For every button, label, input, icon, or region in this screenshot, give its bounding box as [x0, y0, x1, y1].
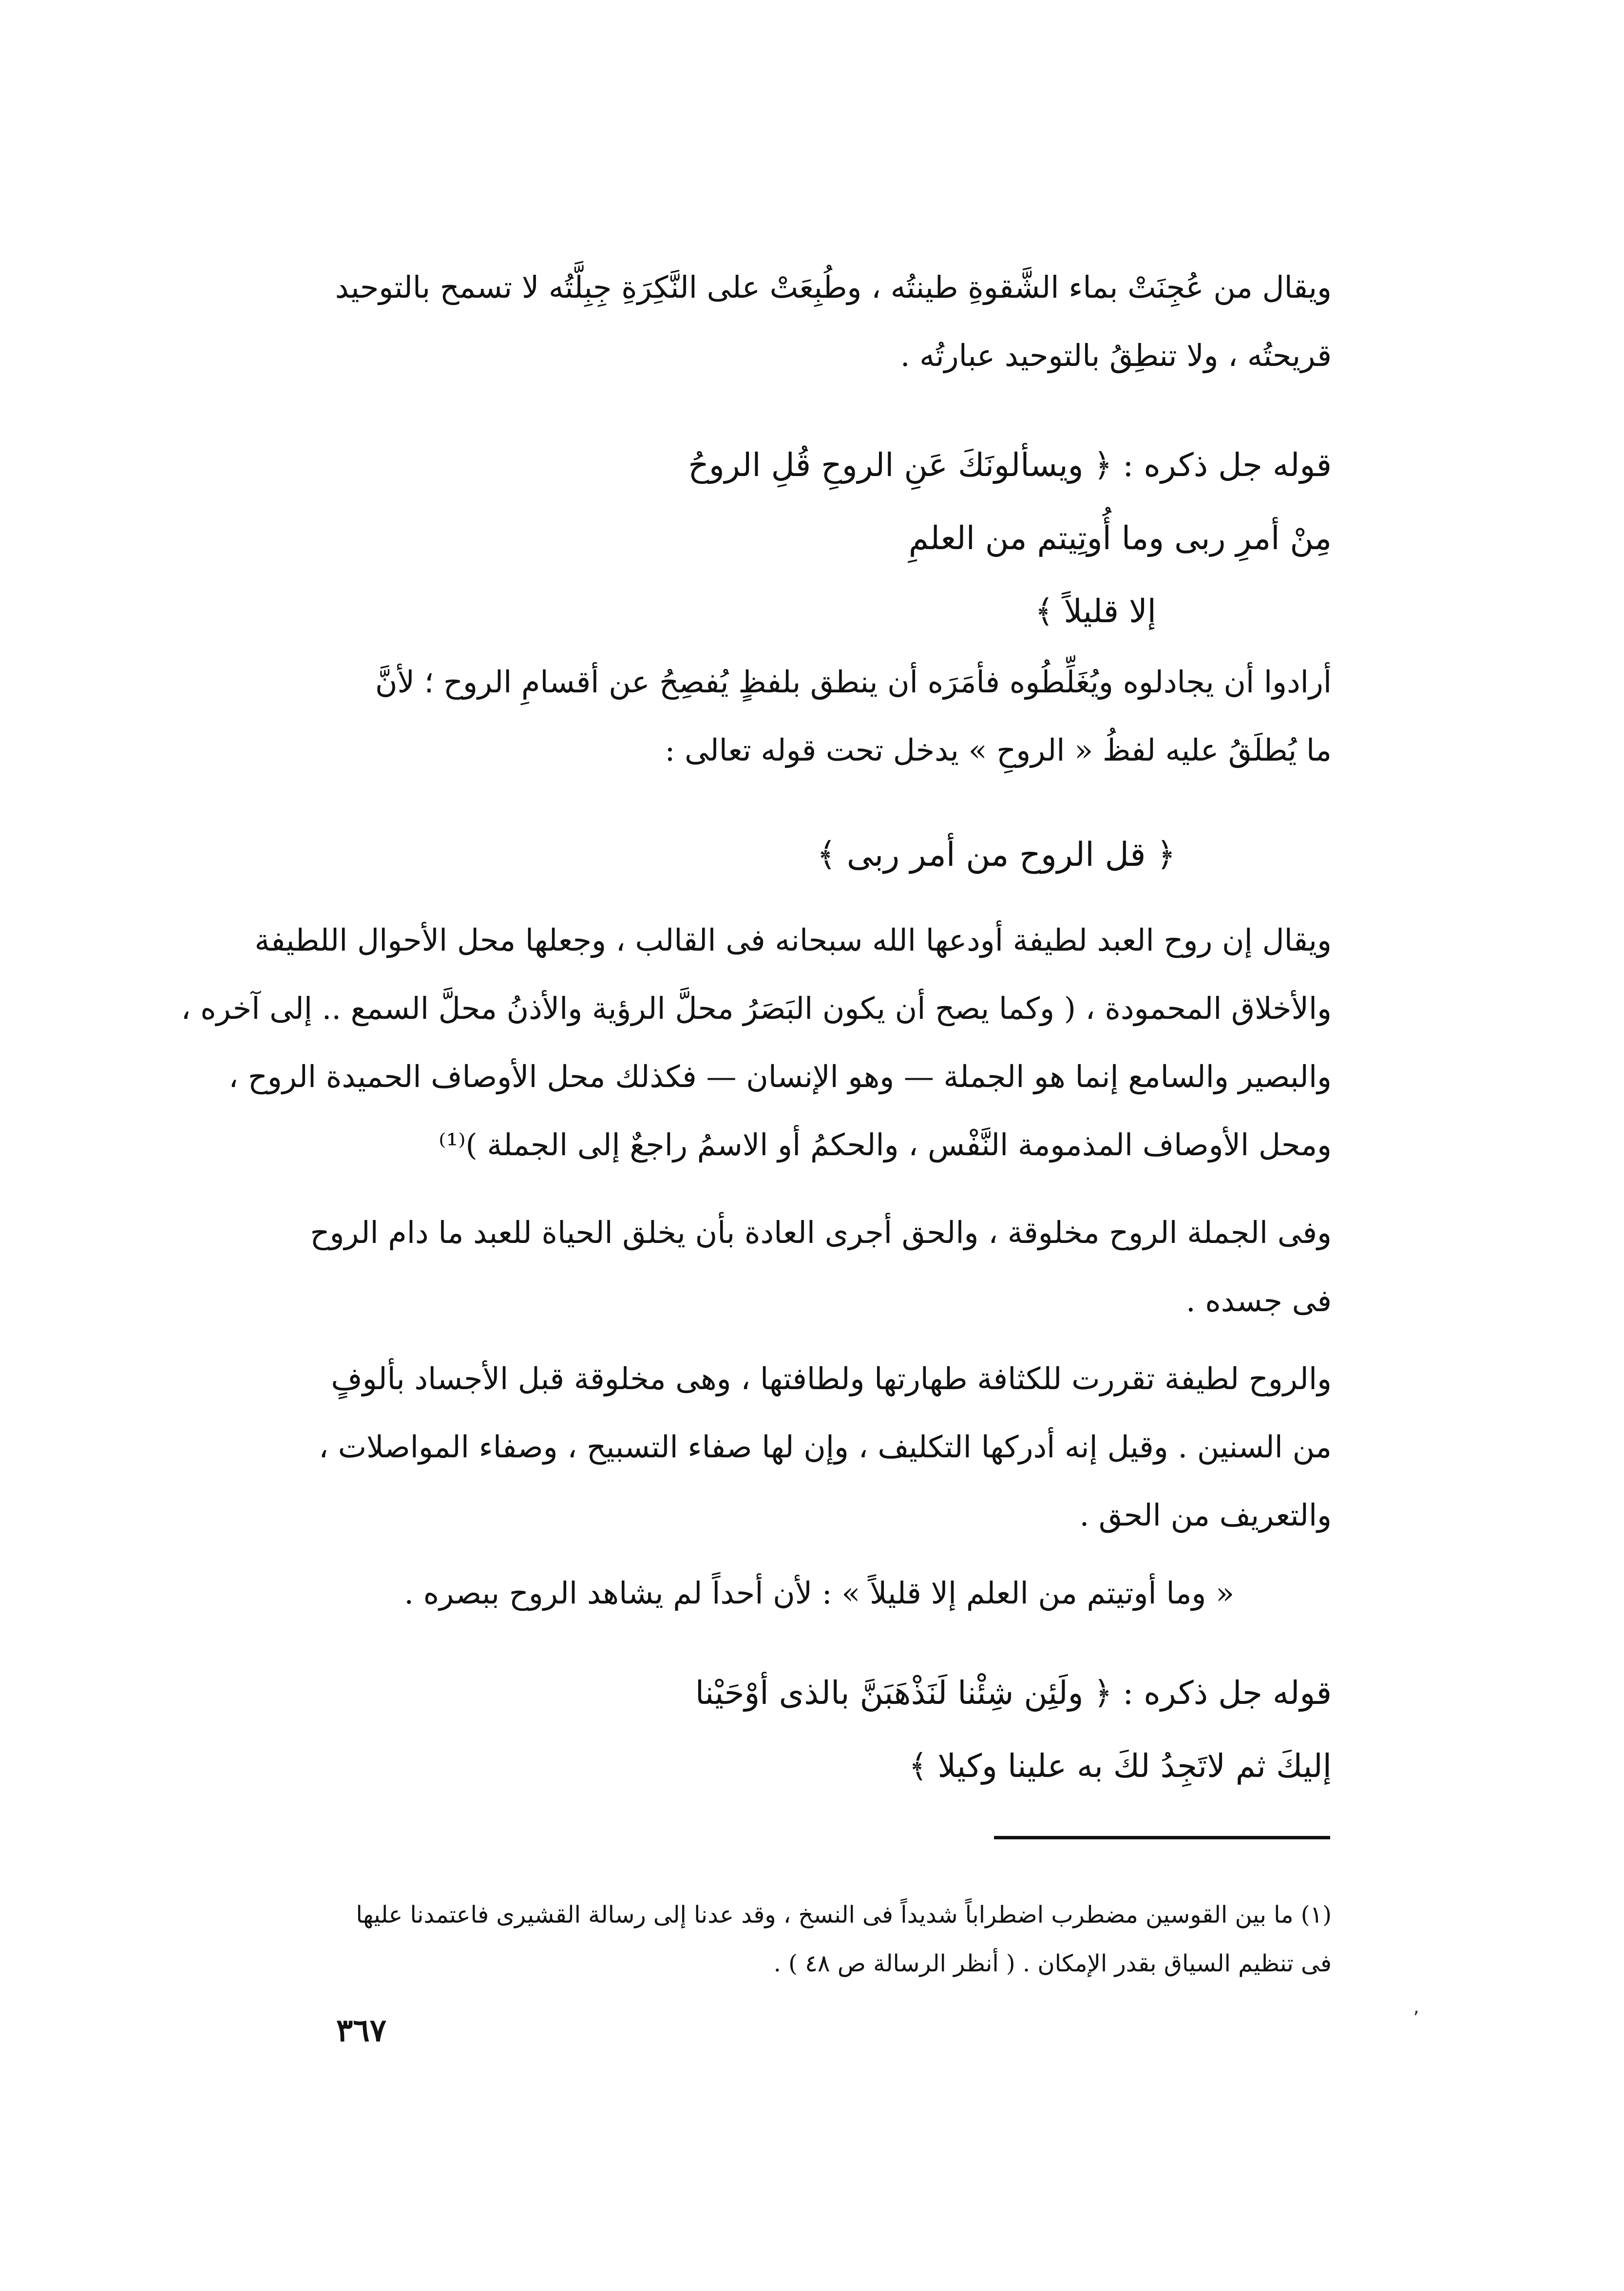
text-line: والبصير والسامع إنما هو الجملة — وهو الإنسان — فكذلك محل الأوصاف الحميدة الروح ، — [229, 1059, 1332, 1094]
verse-heading-revelation — [503, 1657, 1332, 1803]
footnote-line: (١) ما بين القوسين مضطرب اضطراباً شديداً فى النسخ ، وقد عدنا إلى رسالة القشيرى فاعتمدنا عليها — [356, 1901, 1332, 1928]
verse-line: قوله جل ذكره : ﴿ ولَئِن شِئْنا لَنَذْهَبَنَّ بالذى أوْحَيْنا — [695, 1674, 1332, 1712]
verse-line: مِنْ أمرِ ربى وما أُوتِيتم من العلمِ — [908, 519, 1332, 557]
text-line: فى جسده . — [1185, 1283, 1332, 1318]
text-line: أرادوا أن يجادلوه ويُغَلِّطُوه فأمَرَه أن ينطق بلفظٍ يُفصِحُ عن أقسامِ الروح ؛ لأنَّ — [375, 664, 1332, 700]
paragraph-intent — [294, 648, 1332, 784]
text-line: ومحل الأوصاف المذمومة النَّفْس ، والحكمُ أو الاسمُ راجعٌ إلى الجملة )⁽¹⁾ — [439, 1127, 1332, 1163]
paragraph-spirit-created — [294, 1199, 1332, 1335]
paragraph-unbeliever-nature — [294, 253, 1332, 390]
text-line: « وما أوتيتم من العلم إلا قليلاً » : لأن أحداً لم يشاهد الروح ببصره . — [404, 1575, 1234, 1611]
verse-line: إلا قليلاً ﴾ — [1034, 592, 1156, 630]
verse-heading-spirit — [503, 429, 1332, 648]
paragraph-spirit-before-bodies — [294, 1345, 1332, 1549]
footnote — [294, 1890, 1332, 1988]
text-line: والروح لطيفة تقررت للكثافة طهارتها ولطافتها ، وهى مخلوقة قبل الأجساد بألوفٍ — [331, 1361, 1332, 1396]
paragraph-spirit-subtlety — [181, 906, 1332, 1179]
verse-quote-spirit: ﴿ قل الروح من أمر ربى ﴾ — [817, 836, 1176, 874]
page-number: ٣٦٧ — [336, 2012, 387, 2049]
verse-line: إليكَ ثم لاتَجِدُ لكَ به علينا وكيلا ﴾ — [908, 1747, 1332, 1785]
footnote-line: فى تنظيم السياق بقدر الإمكان . ( أنظر الرسالة ص ٤٨ ) . — [773, 1950, 1332, 1977]
text-line: ما يُطلَقُ عليه لفظُ « الروحِ » يدخل تحت قوله تعالى : — [665, 732, 1332, 768]
footnote-divider — [994, 1836, 1330, 1839]
text-line: والأخلاق المحمودة ، ( وكما يصح أن يكون البَصَرُ محلَّ الرؤية والأذنُ محلَّ السمع .. إلى آخره ، — [181, 991, 1332, 1026]
text-line: قريحتُه ، ولا تنطِقُ بالتوحيد عبارتُه . — [900, 338, 1332, 373]
text-line: من السنين . وقيل إنه أدركها التكليف ، وإن لها صفاء التسبيح ، وصفاء المواصلات ، — [319, 1429, 1332, 1465]
text-line: وفى الجملة الروح مخلوقة ، والحق أجرى العادة بأن يخلق الحياة للعبد ما دام الروح — [310, 1215, 1332, 1250]
text-line: ويقال إن روح العبد لطيفة أودعها الله سبحانه فى القالب ، وجعلها محل الأحوال اللطيفة — [254, 922, 1332, 958]
paragraph-little-knowledge — [294, 1559, 1332, 1627]
text-line: والتعريف من الحق . — [1079, 1497, 1332, 1533]
text-line: ويقال من عُجِنَتْ بماء الشَّقوةِ طينتُه ، وطُبِعَتْ على النَّكِرَةِ جِبِلَّتُه لا تسمح بالتوحيد — [335, 269, 1332, 305]
verse-line: قوله جل ذكره : ﴿ ويسألونَكَ عَنِ الروحِ قُلِ الروحُ — [688, 446, 1332, 484]
margin-mark: ٬ — [1413, 2007, 1419, 2030]
